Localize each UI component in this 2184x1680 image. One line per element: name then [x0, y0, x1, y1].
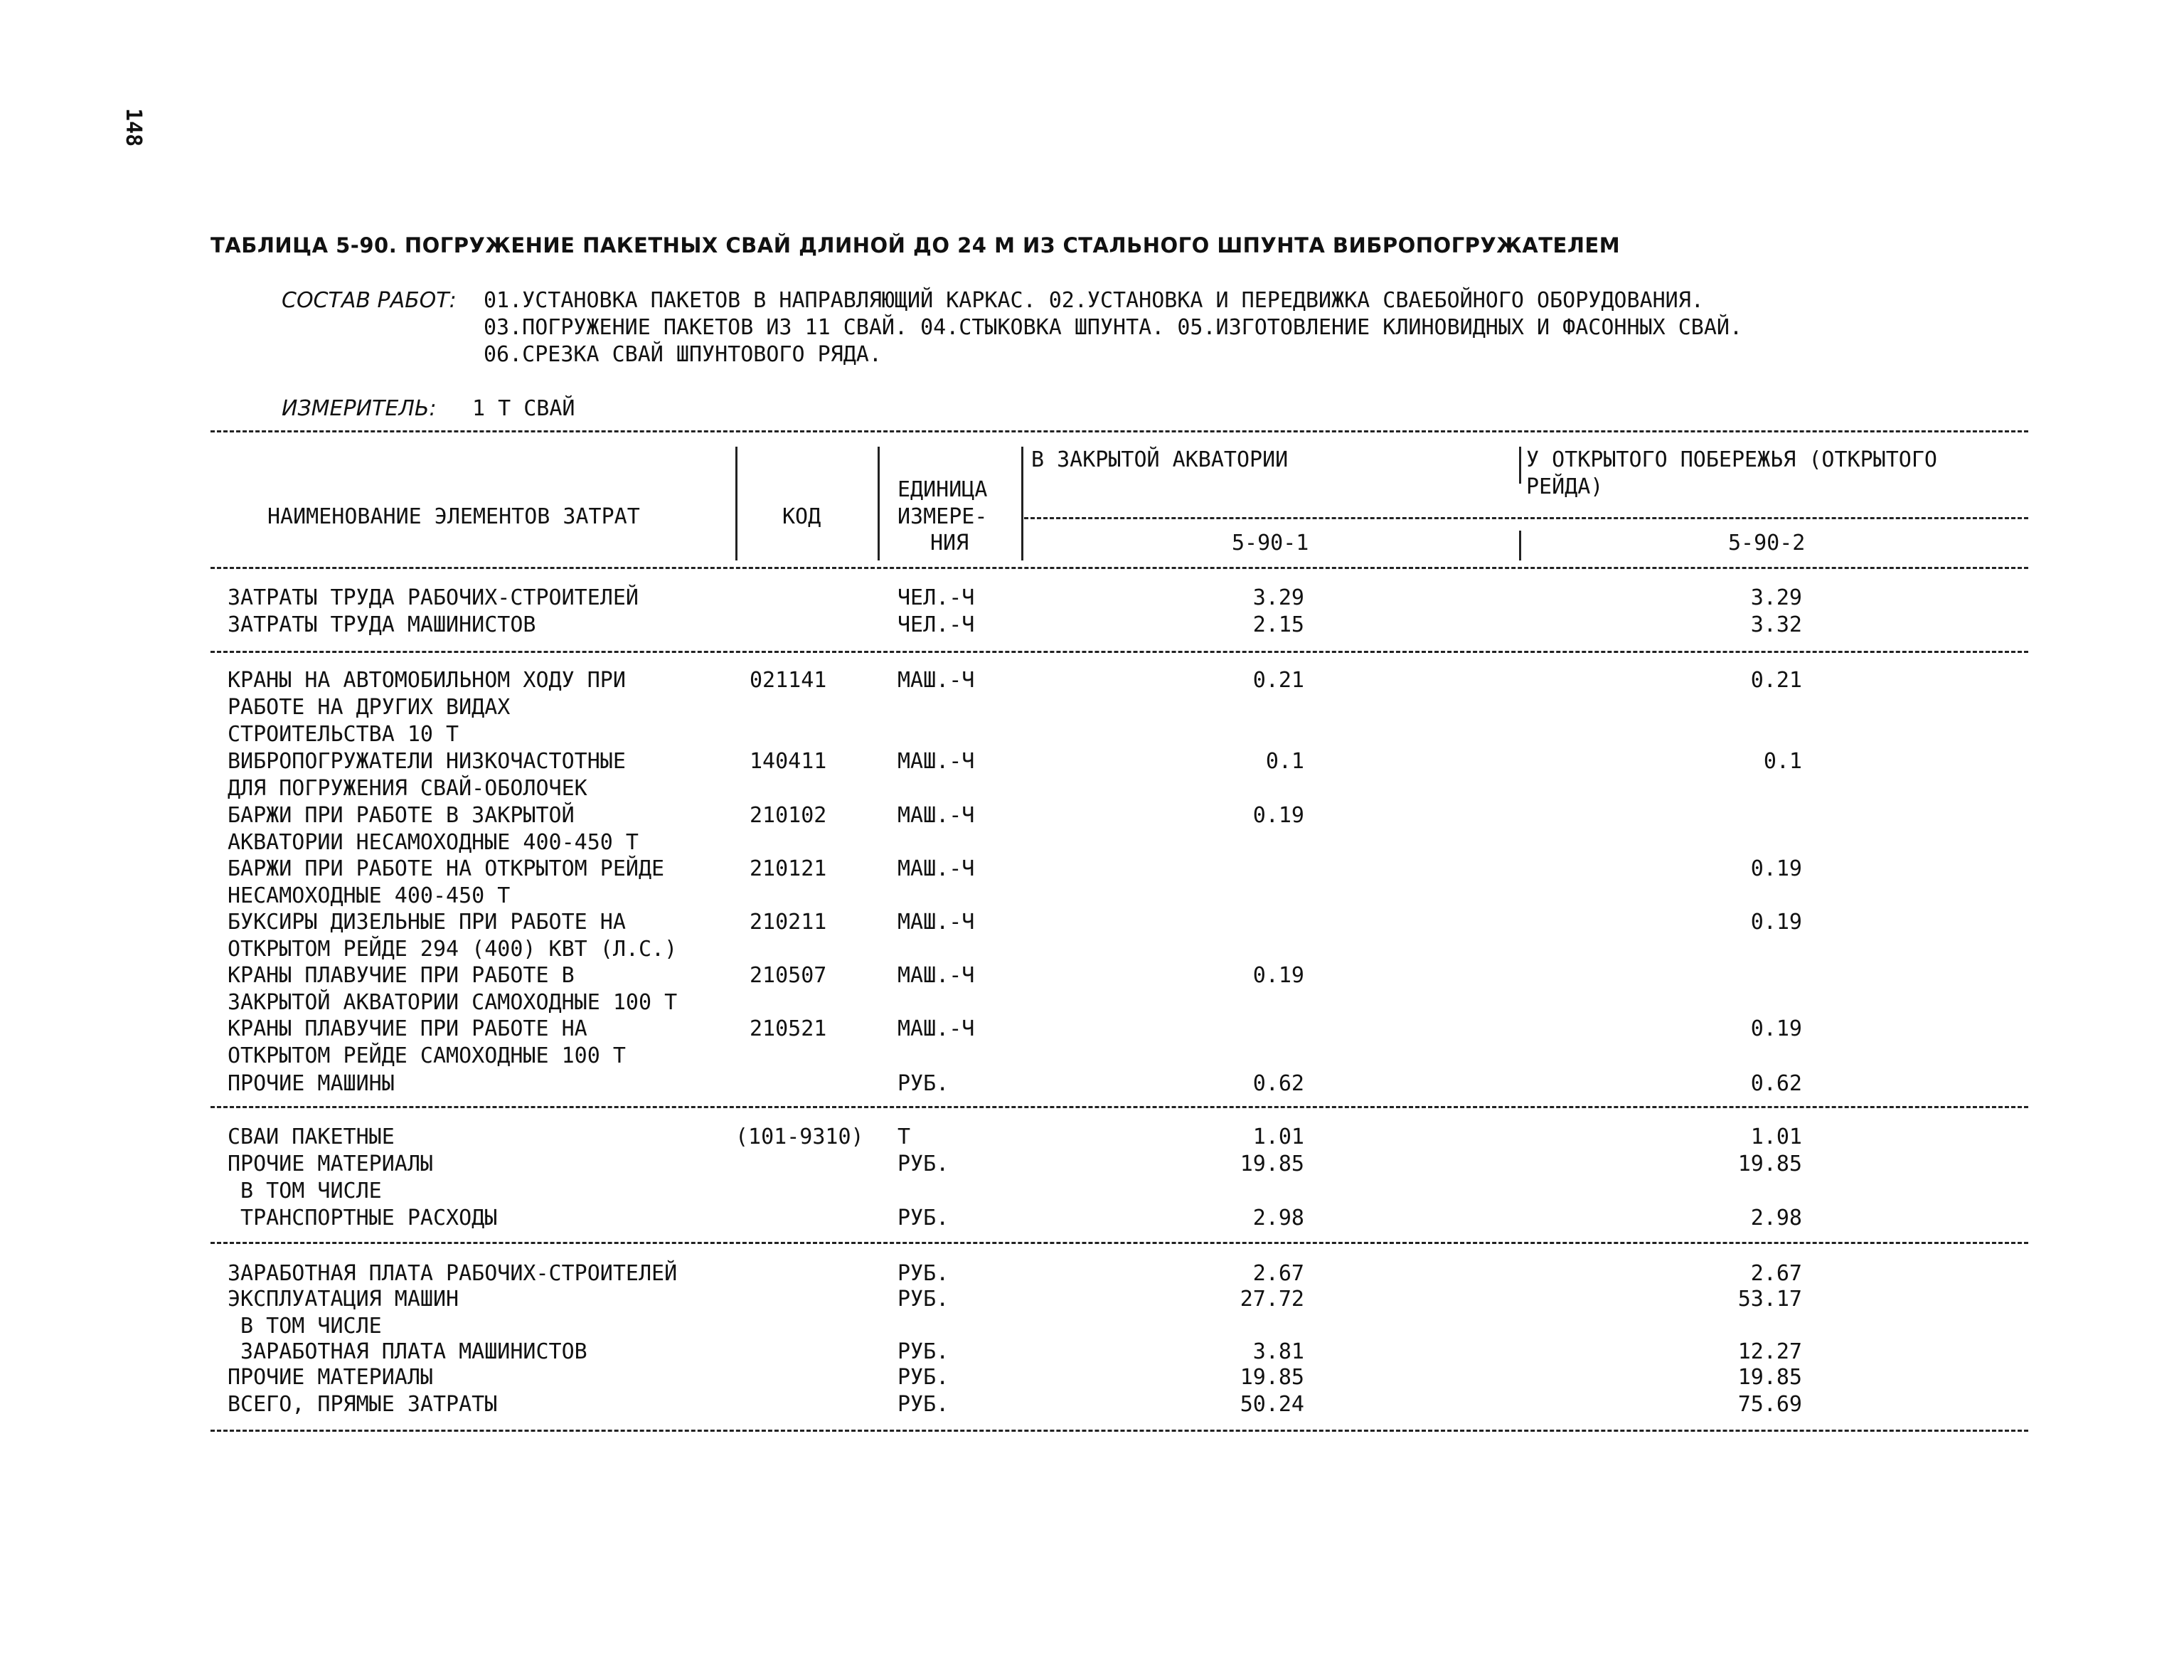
header-bottom-rule	[211, 567, 2028, 569]
row-unit: МАШ.-Ч	[897, 749, 975, 774]
row-value-col2: 0.19	[1750, 910, 1802, 935]
row-name-line: В ТОМ ЧИСЛЕ	[228, 1314, 382, 1339]
row-unit: ЧЕЛ.-Ч	[897, 612, 975, 637]
row-value-col2: 3.32	[1750, 612, 1802, 637]
row-value-col1: 50.24	[1240, 1392, 1304, 1417]
row-unit: МАШ.-Ч	[897, 1016, 975, 1041]
row-code: 021141	[750, 668, 827, 693]
row-name-line: КРАНЫ ПЛАВУЧИЕ ПРИ РАБОТЕ НА	[228, 1016, 587, 1041]
row-unit: РУБ.	[897, 1287, 949, 1312]
izmeritel-label: ИЗМЕРИТЕЛЬ:	[282, 396, 437, 421]
header-col2-title-1: У ОТКРЫТОГО ПОБЕРЕЖЬЯ (ОТКРЫТОГО	[1526, 447, 1937, 472]
row-value-col2: 12.27	[1737, 1339, 1802, 1364]
row-name-line: ЗАРАБОТНАЯ ПЛАТА МАШИНИСТОВ	[228, 1339, 587, 1364]
row-value-col1: 27.72	[1240, 1287, 1304, 1312]
row-code: 210521	[750, 1016, 827, 1041]
sostav-line-1: 01.УСТАНОВКА ПАКЕТОВ В НАПРАВЛЯЮЩИЙ КАРКАС. 02.УСТАНОВКА И ПЕРЕДВИЖКА СВАЕБОЙНОГО ОБОРУДОВАНИЯ.	[484, 288, 1704, 313]
row-name-line: ПРОЧИЕ МАШИНЫ	[228, 1071, 395, 1096]
row-unit: РУБ.	[897, 1339, 949, 1364]
row-code: 210121	[750, 856, 827, 881]
row-unit: МАШ.-Ч	[897, 803, 975, 828]
row-name-line: ОТКРЫТОМ РЕЙДЕ 294 (400) КВТ (Л.С.)	[228, 937, 678, 962]
row-name-line: ЗАТРАТЫ ТРУДА РАБОЧИХ-СТРОИТЕЛЕЙ	[228, 585, 639, 610]
row-name-line: СВАИ ПАКЕТНЫЕ	[228, 1125, 395, 1149]
row-unit: МАШ.-Ч	[897, 668, 975, 693]
page-number: 148	[121, 108, 146, 147]
header-code: КОД	[782, 504, 821, 529]
header-name: НАИМЕНОВАНИЕ ЭЛЕМЕНТОВ ЗАТРАТ	[267, 504, 640, 529]
row-value-col2: 75.69	[1737, 1392, 1802, 1417]
row-value-col1: 0.62	[1252, 1071, 1304, 1096]
row-name-line: ЗАКРЫТОЙ АКВАТОРИИ САМОХОДНЫЕ 100 Т	[228, 990, 678, 1015]
row-code: 210211	[750, 910, 827, 935]
row-value-col2: 2.98	[1750, 1206, 1802, 1230]
row-name-line: ЭКСПЛУАТАЦИЯ МАШИН	[228, 1287, 459, 1312]
row-unit: РУБ.	[897, 1392, 949, 1417]
row-name-line: ОТКРЫТОМ РЕЙДЕ САМОХОДНЫЕ 100 Т	[228, 1043, 626, 1068]
row-name-line: БАРЖИ ПРИ РАБОТЕ НА ОТКРЫТОМ РЕЙДЕ	[228, 856, 665, 881]
row-name-line: АКВАТОРИИ НЕСАМОХОДНЫЕ 400-450 Т	[228, 830, 639, 855]
header-unit-1: ЕДИНИЦА	[897, 477, 988, 502]
izmeritel-value: 1 Т СВАЙ	[472, 396, 575, 421]
table-title: ТАБЛИЦА 5-90. ПОГРУЖЕНИЕ ПАКЕТНЫХ СВАЙ ДЛИНОЙ ДО 24 М ИЗ СТАЛЬНОГО ШПУНТА ВИБРОПОГРУЖАТЕЛЕМ	[211, 233, 1621, 257]
header-bar-values-left	[1021, 447, 1023, 560]
row-value-col1: 2.98	[1252, 1206, 1304, 1230]
row-value-col1: 2.67	[1252, 1261, 1304, 1286]
row-value-col2: 0.19	[1750, 856, 1802, 881]
row-value-col1: 3.29	[1252, 585, 1304, 610]
header-top-rule	[211, 430, 2028, 432]
row-name-line: БУКСИРЫ ДИЗЕЛЬНЫЕ ПРИ РАБОТЕ НА	[228, 910, 626, 935]
header-bar-unit-left	[878, 447, 880, 560]
row-name-line: ВСЕГО, ПРЯМЫЕ ЗАТРАТЫ	[228, 1392, 498, 1417]
row-name-line: СТРОИТЕЛЬСТВА 10 Т	[228, 722, 459, 747]
header-col2-code: 5-90-2	[1728, 531, 1806, 555]
row-code: 210102	[750, 803, 827, 828]
sostav-line-2: 03.ПОГРУЖЕНИЕ ПАКЕТОВ ИЗ 11 СВАЙ. 04.СТЫКОВКА ШПУНТА. 05.ИЗГОТОВЛЕНИЕ КЛИНОВИДНЫХ И ФАСОННЫХ СВАЙ.	[484, 315, 1743, 340]
row-value-col1: 0.21	[1252, 668, 1304, 693]
row-value-col2: 0.21	[1750, 668, 1802, 693]
row-unit: РУБ.	[897, 1071, 949, 1096]
row-name-line: ДЛЯ ПОГРУЖЕНИЯ СВАЙ-ОБОЛОЧЕК	[228, 776, 587, 801]
row-value-col2: 0.19	[1750, 1016, 1802, 1041]
header-col1-code: 5-90-1	[1232, 531, 1309, 555]
row-name-line: ПРОЧИЕ МАТЕРИАЛЫ	[228, 1365, 433, 1390]
sostav-label: СОСТАВ РАБОТ:	[282, 288, 457, 313]
row-name-line: ЗАТРАТЫ ТРУДА МАШИНИСТОВ	[228, 612, 536, 637]
table-bottom-rule	[211, 1430, 2028, 1432]
row-value-col1: 0.1	[1265, 749, 1304, 774]
row-unit: МАШ.-Ч	[897, 910, 975, 935]
row-unit: Т	[897, 1125, 911, 1149]
section-rule-2	[211, 1106, 2028, 1108]
section-rule-1	[211, 651, 2028, 653]
row-unit: ЧЕЛ.-Ч	[897, 585, 975, 610]
row-value-col1: 19.85	[1240, 1365, 1304, 1390]
row-unit: РУБ.	[897, 1261, 949, 1286]
row-name-line: НЕСАМОХОДНЫЕ 400-450 Т	[228, 883, 511, 908]
row-name-line: ВИБРОПОГРУЖАТЕЛИ НИЗКОЧАСТОТНЫЕ	[228, 749, 626, 774]
row-unit: РУБ.	[897, 1152, 949, 1176]
row-value-col2: 1.01	[1750, 1125, 1802, 1149]
row-value-col2: 19.85	[1737, 1152, 1802, 1176]
row-value-col1: 0.19	[1252, 803, 1304, 828]
row-name-line: В ТОМ ЧИСЛЕ	[228, 1179, 382, 1203]
row-value-col2: 0.1	[1763, 749, 1802, 774]
row-value-col2: 53.17	[1737, 1287, 1802, 1312]
row-value-col1: 19.85	[1240, 1152, 1304, 1176]
row-name-line: КРАНЫ ПЛАВУЧИЕ ПРИ РАБОТЕ В	[228, 963, 575, 988]
row-unit: РУБ.	[897, 1206, 949, 1230]
row-unit: МАШ.-Ч	[897, 963, 975, 988]
header-mid-rule	[1024, 517, 2028, 519]
row-code: 210507	[750, 963, 827, 988]
row-name-line: РАБОТЕ НА ДРУГИХ ВИДАХ	[228, 695, 511, 720]
header-unit-3: НИЯ	[930, 531, 969, 555]
header-col2-title-2: РЕЙДА)	[1526, 474, 1604, 499]
row-value-col2: 3.29	[1750, 585, 1802, 610]
row-code: 140411	[750, 749, 827, 774]
row-value-col1: 3.81	[1252, 1339, 1304, 1364]
row-code: (101-9310)	[735, 1125, 864, 1149]
row-name-line: ПРОЧИЕ МАТЕРИАЛЫ	[228, 1152, 433, 1176]
row-value-col2: 19.85	[1737, 1365, 1802, 1390]
header-bar-col2-code-left	[1519, 531, 1521, 560]
row-name-line: ТРАНСПОРТНЫЕ РАСХОДЫ	[228, 1206, 498, 1230]
row-value-col1: 2.15	[1252, 612, 1304, 637]
row-value-col1: 1.01	[1252, 1125, 1304, 1149]
row-unit: РУБ.	[897, 1365, 949, 1390]
row-unit: МАШ.-Ч	[897, 856, 975, 881]
header-bar-code-left	[735, 447, 737, 560]
sostav-line-3: 06.СРЕЗКА СВАЙ ШПУНТОВОГО РЯДА.	[484, 342, 882, 367]
header-unit-2: ИЗМЕРЕ-	[897, 504, 988, 529]
row-value-col2: 0.62	[1750, 1071, 1802, 1096]
row-value-col2: 2.67	[1750, 1261, 1802, 1286]
row-value-col1: 0.19	[1252, 963, 1304, 988]
header-bar-col2-left	[1519, 447, 1521, 484]
row-name-line: ЗАРАБОТНАЯ ПЛАТА РАБОЧИХ-СТРОИТЕЛЕЙ	[228, 1261, 678, 1286]
row-name-line: БАРЖИ ПРИ РАБОТЕ В ЗАКРЫТОЙ	[228, 803, 575, 828]
header-col1-title: В ЗАКРЫТОЙ АКВАТОРИИ	[1031, 447, 1289, 472]
section-rule-3	[211, 1242, 2028, 1244]
row-name-line: КРАНЫ НА АВТОМОБИЛЬНОМ ХОДУ ПРИ	[228, 668, 626, 693]
